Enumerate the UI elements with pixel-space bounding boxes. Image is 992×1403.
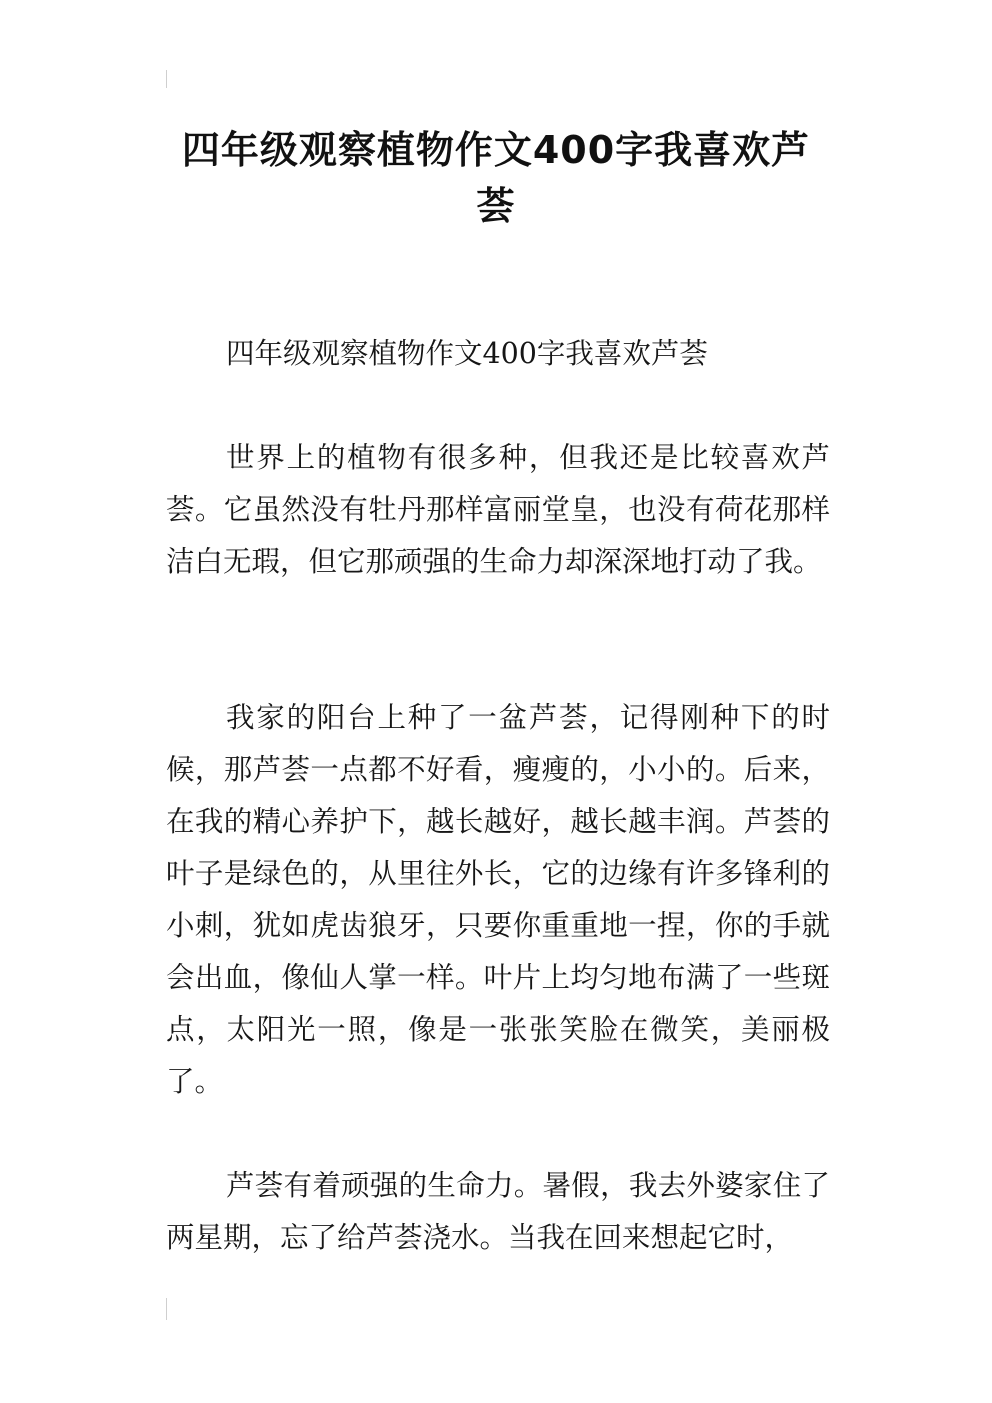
document-title: 四年级观察植物作文400字我喜欢芦荟 (181, 128, 811, 228)
crop-mark-top (166, 70, 167, 88)
paragraph: 世界上的植物有很多种，但我还是比较喜欢芦荟。它虽然没有牡丹那样富丽堂皇，也没有荷花那样洁白无瑕，但它那顽强的生命力却深深地打动了我。 (166, 441, 830, 578)
paragraph: 芦荟有着顽强的生命力。暑假，我去外婆家住了两星期，忘了给芦荟浇水。当我在回来想起它时， (166, 1169, 830, 1254)
crop-mark-bottom (166, 1298, 167, 1320)
document-subtitle: 四年级观察植物作文400字我喜欢芦荟 (226, 337, 708, 370)
paragraph: 我家的阳台上种了一盆芦荟，记得刚种下的时候，那芦荟一点都不好看，瘦瘦的，小小的。后来，在我的精心养护下，越长越好，越长越丰润。芦荟的叶子是绿色的，从里往外长，它的边缘有许多锋利的小刺，犹如虎齿狼牙，只要你重重地一捏，你的手就会出血，像仙人掌一样。叶片上均匀地布满了一些斑点，太阳光一照，像是一张张笑脸在微笑，美丽极了。 (166, 701, 830, 1098)
